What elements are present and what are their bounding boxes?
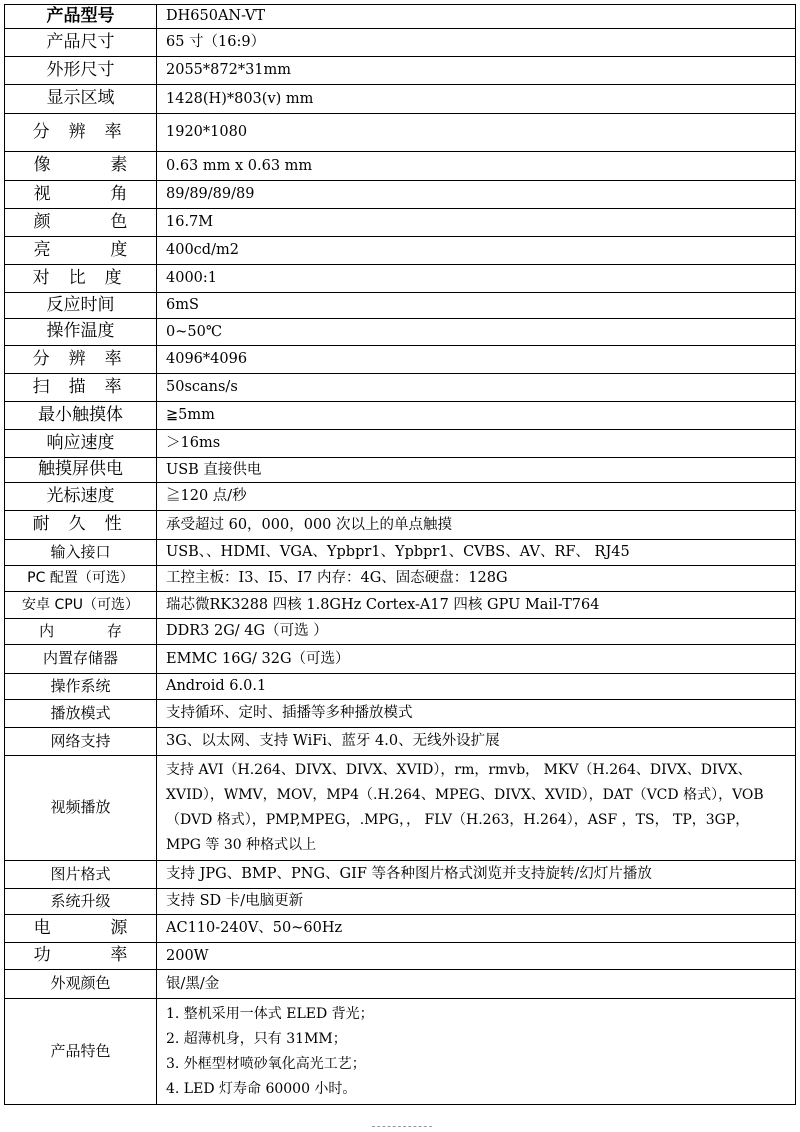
spec-value: 200W (157, 943, 796, 970)
spec-value: 支持循环、定时、插播等多种播放模式 (157, 700, 796, 728)
spec-row (5, 265, 796, 293)
spec-value-line: MPG 等 30 种格式以上 (166, 837, 317, 853)
spec-label: 外形尺寸 (5, 57, 157, 85)
spec-label: 耐 久 性 (5, 511, 157, 540)
spec-value: 工控主板：I3、I5、I7 内存：4G、固态硬盘：128G (157, 566, 796, 592)
spec-row (5, 57, 796, 85)
spec-value: 1920*1080 (157, 114, 796, 152)
spec-value: 50scans/s (157, 374, 796, 402)
spec-label: 播放模式 (5, 700, 157, 728)
spec-value-line: 4. LED 灯寿命 60000 小时。 (166, 1080, 357, 1097)
spec-row (5, 756, 796, 861)
spec-value-line: 1. 整机采用一体式 ELED 背光； (166, 1005, 374, 1022)
spec-value: USB、、HDMI、VGA、Ypbpr1、Ypbpr1、CVBS、AV、RF、 RJ45 (157, 540, 796, 566)
spec-value: 瑞芯微RK3288 四核 1.8GHz Cortex-A17 四核 GPU Mail-T764 (157, 592, 796, 619)
spec-label: 颜 色 (5, 209, 157, 237)
spec-value-line: 支持 AVI（H.264、DIVX、DIVX、XVID），rm，rmvb， MKV（H.264、DIVX、DIVX、 (166, 762, 752, 778)
spec-label: 响应速度 (5, 430, 157, 458)
spec-label: 扫 描 率 (5, 374, 157, 402)
spec-row (5, 592, 796, 619)
spec-row (5, 430, 796, 458)
spec-row (5, 943, 796, 970)
spec-label: 安卓 CPU（可选） (5, 592, 157, 619)
spec-row (5, 346, 796, 374)
spec-row (5, 402, 796, 430)
spec-row (5, 970, 796, 999)
spec-label: 像 素 (5, 152, 157, 181)
spec-value: AC110-240V、50~60Hz (157, 915, 796, 943)
spec-value: 1428(H)*803(v) mm (157, 85, 796, 114)
spec-row (5, 674, 796, 700)
spec-row (5, 152, 796, 181)
spec-value: 4096*4096 (157, 346, 796, 374)
spec-label: 反应时间 (5, 293, 157, 319)
spec-value: USB 直接供电 (157, 458, 796, 483)
spec-label: 功 率 (5, 943, 157, 970)
spec-row (5, 85, 796, 114)
spec-row (5, 237, 796, 265)
spec-label: 操作系统 (5, 674, 157, 700)
spec-value-line: XVID），WMV，MOV，MP4（.H.264、MPEG、DIVX、XVID），DAT（VCD 格式），VOB (166, 787, 764, 803)
spec-label: 视 角 (5, 181, 157, 209)
spec-row (5, 209, 796, 237)
spec-row (5, 540, 796, 566)
spec-value: 0~50℃ (157, 319, 796, 346)
spec-label: 内 存 (5, 619, 157, 645)
spec-row (5, 483, 796, 511)
spec-label: 视频播放 (5, 756, 157, 861)
spec-row (5, 728, 796, 756)
spec-value: 支持 SD 卡/电脑更新 (157, 889, 796, 915)
spec-row (5, 374, 796, 402)
spec-value: 65 寸（16:9） (157, 29, 796, 57)
spec-row (5, 700, 796, 728)
spec-value: 2055*872*31mm (157, 57, 796, 85)
spec-row (5, 458, 796, 483)
spec-label: 产品特色 (5, 999, 157, 1105)
spec-row (5, 566, 796, 592)
spec-value: DDR3 2G/ 4G（可选 ） (157, 619, 796, 645)
spec-value: EMMC 16G/ 32G（可选） (157, 645, 796, 674)
spec-value: ≧5mm (157, 402, 796, 430)
spec-value: 16.7M (157, 209, 796, 237)
spec-row (5, 999, 796, 1105)
spec-table (4, 4, 796, 1105)
page-edge-mark (372, 1126, 432, 1127)
spec-row (5, 511, 796, 540)
spec-label: 触摸屏供电 (5, 458, 157, 483)
spec-label: 操作温度 (5, 319, 157, 346)
spec-value: ≧120 点/秒 (157, 483, 796, 511)
spec-label: 光标速度 (5, 483, 157, 511)
spec-label: 电 源 (5, 915, 157, 943)
spec-value-line: 2. 超薄机身，只有 31MM； (166, 1030, 347, 1047)
spec-row (5, 293, 796, 319)
spec-value: 0.63 mm x 0.63 mm (157, 152, 796, 181)
spec-value-line: 3. 外框型材喷砂氧化高光工艺； (166, 1055, 366, 1072)
spec-value: ＞16ms (157, 430, 796, 458)
spec-value (157, 999, 796, 1105)
spec-value: Android 6.0.1 (157, 674, 796, 700)
spec-row (5, 889, 796, 915)
spec-value-line: （DVD 格式），PMP,MPEG，.MPG，， FLV（H.263，H.264），ASF ，TS， TP，3GP， (166, 812, 750, 828)
spec-row (5, 915, 796, 943)
spec-row (5, 114, 796, 152)
spec-value: 400cd/m2 (157, 237, 796, 265)
spec-value: 支持 JPG、BMP、PNG、GIF 等各种图片格式浏览并支持旋转/幻灯片播放 (157, 861, 796, 889)
spec-value (157, 756, 796, 861)
spec-label: 产品型号 (5, 5, 157, 29)
spec-label: 分 辨 率 (5, 346, 157, 374)
spec-row (5, 181, 796, 209)
spec-label: 亮 度 (5, 237, 157, 265)
spec-label: 网络支持 (5, 728, 157, 756)
spec-table-body (5, 5, 796, 1105)
spec-value: 银/黑/金 (157, 970, 796, 999)
spec-label: 图片格式 (5, 861, 157, 889)
spec-label: 内置存储器 (5, 645, 157, 674)
spec-label: 分 辨 率 (5, 114, 157, 152)
spec-value: 3G、以太网、支持 WiFi、蓝牙 4.0、无线外设扩展 (157, 728, 796, 756)
spec-row (5, 5, 796, 29)
spec-row (5, 619, 796, 645)
spec-value: 承受超过 60，000，000 次以上的单点触摸 (157, 511, 796, 540)
spec-label: 对 比 度 (5, 265, 157, 293)
spec-row (5, 861, 796, 889)
spec-value: DH650AN-VT (157, 5, 796, 29)
spec-label: 最小触摸体 (5, 402, 157, 430)
spec-value: 89/89/89/89 (157, 181, 796, 209)
spec-row (5, 645, 796, 674)
spec-label: 外观颜色 (5, 970, 157, 999)
spec-label: 系统升级 (5, 889, 157, 915)
spec-label: 输入接口 (5, 540, 157, 566)
spec-label: 产品尺寸 (5, 29, 157, 57)
spec-row (5, 29, 796, 57)
spec-label: 显示区域 (5, 85, 157, 114)
spec-label: PC 配置（可选） (5, 566, 157, 592)
spec-value: 4000:1 (157, 265, 796, 293)
spec-row (5, 319, 796, 346)
spec-value: 6mS (157, 293, 796, 319)
